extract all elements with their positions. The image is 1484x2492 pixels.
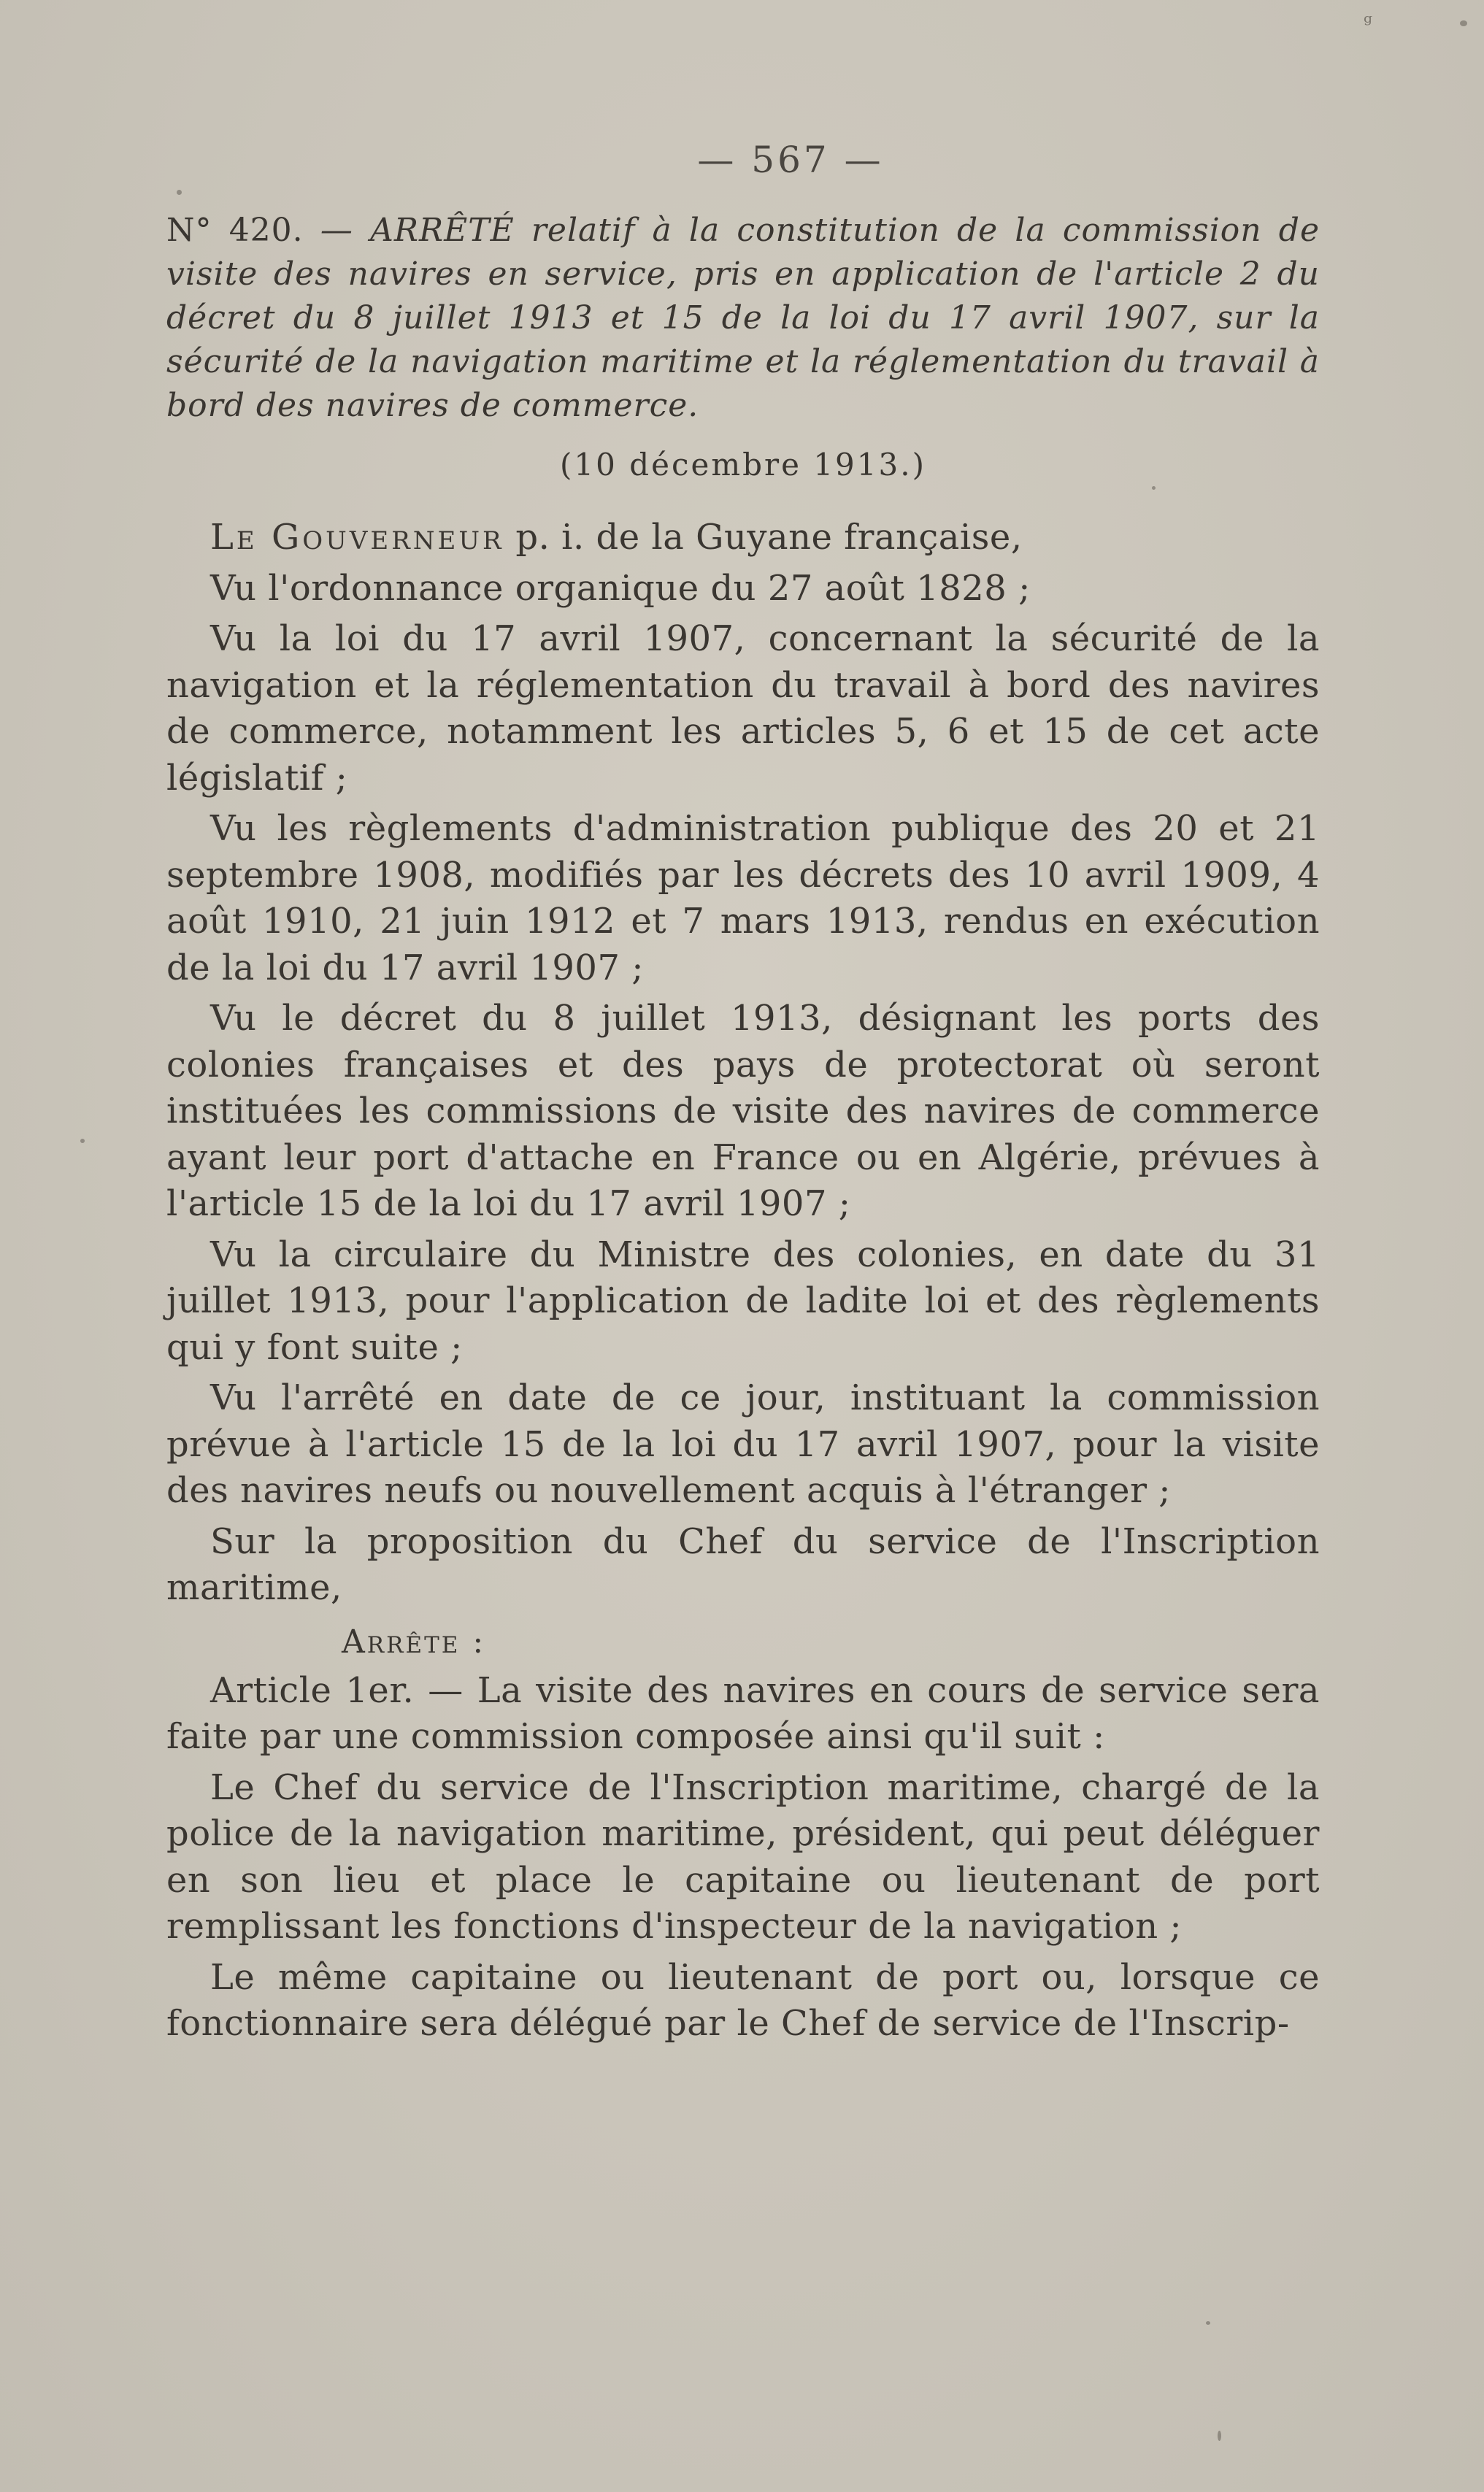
governor-line [166,515,1320,561]
speck [80,1139,85,1143]
considerant-paragraph: Vu la loi du 17 avril 1907, concernant la sécurité de la navigation et la réglementation du travail à bord des navires de commerce, notamment les articles 5, 6 et 15 de cet acte législatif ; [166,618,1320,799]
document-content [166,139,1320,2052]
decree-number: N° 420. [166,212,304,249]
considerant-paragraph: Vu l'ordonnance organique du 27 août 1828 ; [210,567,1031,609]
decree-date: (10 décembre 1913.) [560,447,926,482]
speck [1206,2321,1210,2325]
speck [1218,2431,1221,2441]
proposal-paragraph: Sur la proposition du Chef du service de l'Inscription maritime, [166,1520,1320,1608]
considerant-paragraph: Vu les règlements d'administration publique des 20 et 21 septembre 1908, modifiés par les décrets des 10 avril 1909, 4 août 1910, 21 juin 1912 et 7 mars 1913, rendus en exécution de la loi du 17 avril 1907 ; [166,808,1320,988]
arrete-label: Arrête : [342,1623,486,1661]
article-paragraph: Le Chef du service de l'Inscription maritime, chargé de la police de la navigation maritime, président, qui peut déléguer en son lieu et place le capitaine ou lieutenant de port remplissant les fonctions d'inspecteur de la navigation ; [166,1766,1320,1947]
page-corner-mark: ᵍ [1364,10,1372,36]
speck [1460,20,1467,26]
considerant-paragraph: Vu le décret du 8 juillet 1913, désignant les ports des colonies françaises et des pays de protectorat où seront instituées les commissions de visite des navires de commerce ayant leur port d'attache en France ou en Algérie, prévues à l'article 15 de la loi du 17 avril 1907 ; [166,998,1320,1224]
decree-title: — ARRÊTÉ relatif à la constitution de la commission de visite des navires en service, pris en application de l'article 2 du décret du 8 juillet 1913 et 15 de la loi du 17 avril 1907, sur la sécurité de la navigation maritime et la réglementation du travail à bord des navires de commerce. [166,212,1320,424]
article-paragraph: Le même capitaine ou lieutenant de port ou, lorsque ce fonctionnaire sera délégué par le Chef de service de l'Inscrip- [166,1956,1320,2044]
considerant-paragraph: Vu l'arrêté en date de ce jour, instituant la commission prévue à l'article 15 de la loi du 17 avril 1907, pour la visite des navires neufs ou nouvellement acquis à l'étranger ; [166,1377,1320,1511]
governor-text: p. i. de la Guyane française, [504,517,1023,558]
governor-title: Le Gouverneur [210,517,504,558]
article-paragraph: Article 1er. — La visite des navires en cours de service sera faite par une commission composée ainsi qu'il suit : [166,1669,1320,1757]
decree-heading [166,209,1320,428]
page-number: — 567 — [697,139,884,181]
considerant-paragraph: Vu la circulaire du Ministre des colonies, en date du 31 juillet 1913, pour l'application de ladite loi et des règlements qui y font suite ; [166,1234,1320,1368]
